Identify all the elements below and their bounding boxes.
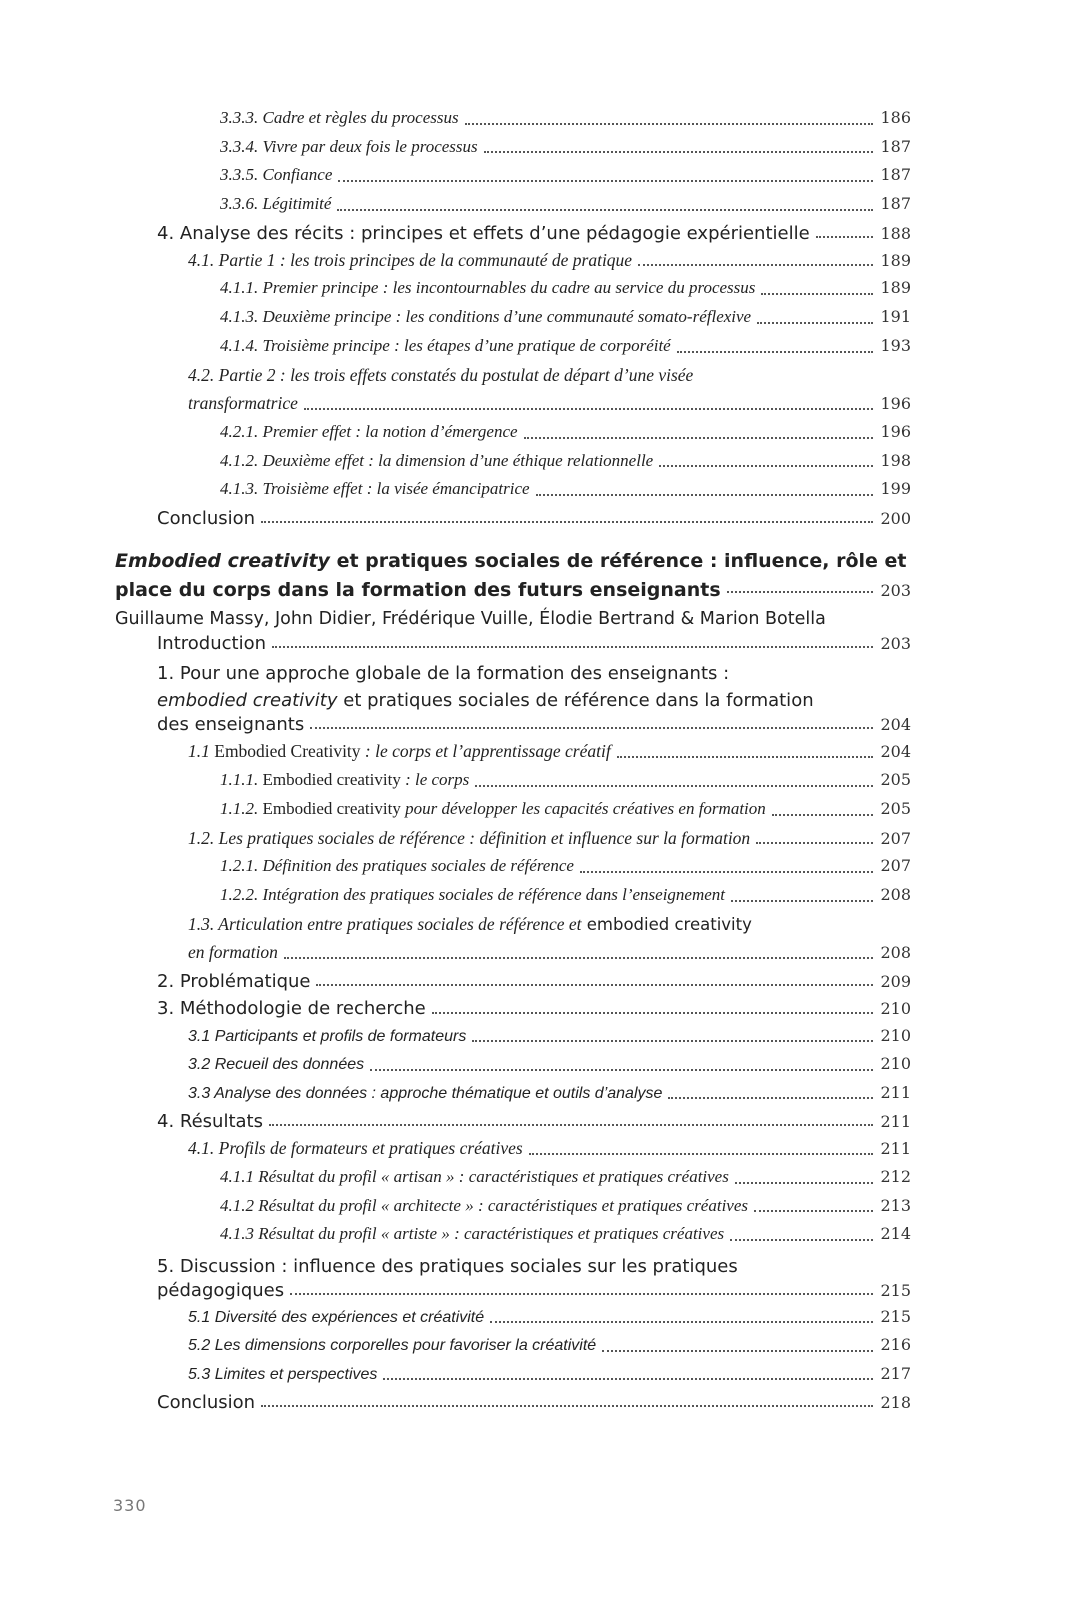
toc-entry-label-text: pédagogiques [157, 1280, 285, 1302]
toc-entry-label: 1. Pour une approche globale de la formation des enseignants : [157, 663, 730, 685]
dot-leader [284, 957, 873, 959]
dot-leader [337, 209, 873, 211]
toc-page-number: 209 [880, 971, 911, 991]
toc-page-number: 203 [880, 633, 911, 653]
chapter-title-line1 [115, 547, 911, 576]
toc-entry-label: 4.1.3. Troisième effet : la visée émancipatrice [220, 479, 530, 499]
chapter-title-italic: Embodied creativity [115, 549, 330, 572]
toc-entry-label: 4.2. Partie 2 : les trois effets constatés du postulat de départ d’une visée [188, 364, 694, 385]
section-number: 1.1.2. [220, 798, 259, 818]
toc-entry-label-text: et pratiques sociales de référence dans la formation [337, 690, 814, 712]
dot-leader [290, 1293, 873, 1295]
toc-entry[interactable] [115, 1224, 911, 1253]
dot-leader [580, 871, 873, 873]
toc-entry[interactable] [115, 1196, 911, 1225]
toc-entry-label: Conclusion [157, 507, 256, 529]
toc-page-number: 203 [880, 580, 911, 600]
toc-entry-label: transformatrice [188, 393, 298, 414]
toc-entry-label: Introduction [157, 632, 267, 654]
toc-page-number: 187 [880, 194, 911, 214]
toc-entry-label-line2 [157, 687, 911, 714]
toc-page-number: 196 [880, 394, 911, 414]
toc-entry[interactable] [115, 479, 911, 508]
dot-leader [756, 842, 873, 844]
toc-page-number: 215 [880, 1307, 911, 1327]
toc-entry-label-line2 [157, 1280, 911, 1307]
dot-leader [536, 494, 873, 496]
toc-entry[interactable] [115, 108, 911, 137]
toc-entry-label: 5.2 Les dimensions corporelles pour favoriser la créativité [188, 1337, 597, 1355]
toc-subsection-line1[interactable] [115, 365, 911, 394]
toc-subsection[interactable] [115, 1335, 911, 1363]
section-number: 1.1.1. [220, 770, 259, 790]
dot-leader [269, 1124, 873, 1126]
toc-entry-label: 5. Discussion : influence des pratiques sociales sur les pratiques [157, 1256, 738, 1278]
toc-entry[interactable] [115, 885, 911, 914]
dot-leader [816, 236, 873, 238]
toc-section[interactable] [115, 1111, 911, 1139]
toc-page-number: 198 [880, 450, 911, 470]
dot-leader [432, 1012, 873, 1014]
dot-leader [761, 293, 873, 295]
italic-text: 1.3. Articulation entre pratiques sociales de référence et [188, 913, 582, 934]
dot-leader [272, 646, 873, 648]
toc-entry-label: 3.3.5. Confiance [220, 165, 333, 185]
toc-entry[interactable] [115, 194, 911, 223]
toc-section[interactable] [115, 998, 911, 1026]
toc-entry-label: 4.1.1. Premier principe : les incontournables du cadre au service du processus [220, 278, 756, 298]
toc-page-number: 188 [880, 223, 911, 243]
toc-entry-label [220, 770, 469, 790]
dot-leader [465, 123, 873, 125]
toc-subsection[interactable] [115, 1083, 911, 1111]
dot-leader [617, 756, 873, 758]
chapter-title-text: et pratiques sociales de référence : influence, rôle et [329, 549, 907, 572]
toc-page-number: 199 [880, 479, 911, 499]
dot-leader [735, 1182, 873, 1184]
roman-text: Embodied creativity [258, 770, 401, 790]
toc-entry[interactable] [115, 770, 911, 799]
toc-page-number: 212 [880, 1167, 911, 1187]
roman-text: Embodied creativity [258, 798, 401, 818]
dot-leader [383, 1378, 873, 1380]
toc-entry-label: 4.1.3 Résultat du profil « artiste » : caractéristiques et pratiques créatives [220, 1224, 725, 1244]
dot-leader [529, 1153, 873, 1155]
dot-leader [659, 465, 873, 467]
dot-leader [668, 1097, 873, 1099]
dot-leader [316, 984, 873, 986]
toc-page-number: 210 [880, 1054, 911, 1074]
toc-entry-label: 4. Résultats [157, 1110, 263, 1132]
dot-leader [524, 437, 873, 439]
toc-page-number: 217 [880, 1363, 911, 1383]
toc-entry-label [220, 799, 766, 819]
dot-leader [261, 1405, 873, 1407]
italic-text: pour développer les capacités créatives en formation [400, 798, 766, 818]
toc-entry-label: 3.3.6. Légitimité [220, 194, 332, 214]
toc-page-number: 211 [880, 1139, 911, 1159]
toc-entry-label: 4.1.1 Résultat du profil « artisan » : caractéristiques et pratiques créatives [220, 1167, 729, 1187]
toc-page-number: 211 [880, 1082, 911, 1102]
italic-text: : le corps [400, 770, 470, 790]
chapter-authors: Guillaume Massy, John Didier, Frédérique Vuille, Élodie Bertrand & Marion Botella [115, 608, 826, 629]
toc-entry[interactable] [115, 799, 911, 828]
toc-entry-label-text: des enseignants [157, 714, 305, 736]
toc-entry-label: 4.1.4. Troisième principe : les étapes d’une pratique de corporéité [220, 335, 671, 355]
toc-subsection[interactable] [115, 1364, 911, 1392]
toc-entry-label: 3.3.4. Vivre par deux fois le processus [220, 136, 478, 156]
toc-page-number: 211 [880, 1111, 911, 1131]
toc-entry-label: 4.1. Partie 1 : les trois principes de la communauté de pratique [188, 249, 633, 270]
toc-page-number: 218 [880, 1392, 911, 1412]
dot-leader [475, 785, 873, 787]
dot-leader [484, 151, 873, 153]
toc-entry-label: 4.1.2. Deuxième effet : la dimension d’une éthique relationnelle [220, 450, 654, 470]
toc-page-number: 200 [880, 508, 911, 528]
toc-entry-label: 2. Problématique [157, 970, 311, 992]
table-of-contents [115, 108, 911, 1419]
toc-entry-label: 1.2.2. Intégration des pratiques sociales de référence dans l’enseignement [220, 884, 726, 904]
toc-entry-label: 3.3.3. Cadre et règles du processus [220, 108, 459, 127]
toc-section[interactable] [115, 1253, 911, 1307]
dot-leader [472, 1040, 873, 1042]
toc-entry[interactable] [115, 856, 911, 885]
dot-leader [638, 264, 873, 266]
toc-subsection[interactable] [115, 1026, 911, 1054]
toc-entry[interactable] [115, 307, 911, 336]
toc-page-number: 189 [880, 278, 911, 298]
roman-text: embodied creativity [581, 914, 752, 934]
toc-entry-label: 1.2. Les pratiques sociales de référence : définition et influence sur la formation [188, 827, 751, 848]
dot-leader [772, 814, 873, 816]
toc-entry-label: 5.3 Limites et perspectives [188, 1365, 378, 1383]
toc-entry-label: Conclusion [157, 1391, 256, 1413]
dot-leader [370, 1069, 873, 1071]
toc-page-number: 207 [880, 828, 911, 848]
toc-entry-label [188, 914, 752, 934]
toc-section[interactable] [115, 971, 911, 999]
toc-subsection[interactable] [115, 1138, 911, 1167]
dot-leader [757, 322, 873, 324]
toc-page-number: 215 [880, 1281, 911, 1301]
toc-page-number: 214 [880, 1224, 911, 1244]
embodied-creativity-italic: embodied creativity [157, 690, 338, 712]
page-folio-number: 330 [113, 1496, 147, 1515]
toc-entry-label: 5.1 Diversité des expériences et créativité [188, 1309, 485, 1327]
toc-page-number: 191 [880, 307, 911, 327]
chapter-title-line2 [115, 576, 911, 605]
dot-leader [490, 1321, 873, 1323]
dot-leader [304, 408, 873, 410]
toc-page-number: 207 [880, 856, 911, 876]
dot-leader [677, 351, 873, 353]
toc-entry-label: 4.1. Profils de formateurs et pratiques créatives [188, 1138, 523, 1159]
toc-introduction[interactable] [115, 633, 911, 661]
toc-page-number: 193 [880, 335, 911, 355]
toc-entry-label: 3.1 Participants et profils de formateurs [188, 1027, 467, 1045]
toc-page-number: 210 [880, 999, 911, 1019]
toc-subsection[interactable] [115, 741, 911, 770]
dot-leader [727, 591, 873, 593]
toc-page-number: 204 [880, 742, 911, 762]
toc-subsection-line1[interactable] [115, 914, 911, 943]
toc-entry[interactable] [115, 137, 911, 166]
toc-page-number: 204 [880, 715, 911, 735]
toc-page-number: 216 [880, 1335, 911, 1355]
toc-page-number: 210 [880, 1025, 911, 1045]
toc-entry[interactable] [115, 451, 911, 480]
toc-page-number: 187 [880, 165, 911, 185]
dot-leader [338, 180, 873, 182]
toc-entry[interactable] [115, 165, 911, 194]
toc-entry-label: 4.1.3. Deuxième principe : les conditions d’une communauté somato-réflexive [220, 307, 752, 327]
toc-page-number: 189 [880, 250, 911, 270]
toc-subsection[interactable] [115, 250, 911, 279]
toc-entry-label [188, 741, 611, 762]
toc-section[interactable] [115, 223, 911, 250]
dot-leader [602, 1350, 873, 1352]
toc-subsection[interactable] [115, 942, 911, 971]
dot-leader [754, 1210, 873, 1212]
toc-page-number: 208 [880, 884, 911, 904]
toc-page-number: 213 [880, 1195, 911, 1215]
toc-entry-label: 3. Méthodologie de recherche [157, 998, 426, 1020]
toc-entry-label-line3 [157, 714, 911, 741]
toc-entry[interactable] [115, 422, 911, 451]
toc-page-number: 196 [880, 421, 911, 441]
toc-entry-label: 1.2.1. Définition des pratiques sociales de référence [220, 856, 574, 876]
italic-text: : le corps et l’apprentissage créatif [360, 741, 611, 762]
toc-entry[interactable] [115, 1167, 911, 1196]
toc-entry-label: en formation [188, 942, 278, 963]
toc-entry-label: 4.2.1. Premier effet : la notion d’émergence [220, 421, 518, 441]
section-number: 1.1 [188, 741, 210, 762]
toc-entry-label: 3.2 Recueil des données [188, 1056, 365, 1074]
chapter-title-text: place du corps dans la formation des futurs enseignants [115, 578, 721, 601]
dot-leader [730, 1239, 873, 1241]
toc-page-number: 187 [880, 136, 911, 156]
toc-page-number: 205 [880, 798, 911, 818]
toc-subsection[interactable] [115, 393, 911, 422]
toc-conclusion[interactable] [115, 1392, 911, 1420]
dot-leader [731, 900, 873, 902]
toc-entry-label: 4. Analyse des récits : principes et effets d’une pédagogie expérientielle [157, 222, 810, 244]
chapter-title[interactable] [115, 547, 911, 605]
toc-subsection[interactable] [115, 1307, 911, 1335]
toc-entry[interactable] [115, 336, 911, 365]
toc-entry-label: 4.1.2 Résultat du profil « architecte » : caractéristiques et pratiques créatives [220, 1195, 749, 1215]
toc-entry-label: 3.3 Analyse des données : approche thématique et outils d’analyse [188, 1084, 663, 1102]
toc-section[interactable] [115, 660, 911, 741]
dot-leader [261, 521, 873, 523]
toc-subsection[interactable] [115, 828, 911, 857]
toc-subsection[interactable] [115, 1054, 911, 1082]
toc-page-number: 205 [880, 770, 911, 790]
dot-leader [310, 727, 873, 729]
toc-page-number: 186 [880, 108, 911, 127]
toc-conclusion[interactable] [115, 508, 911, 535]
toc-entry[interactable] [115, 278, 911, 307]
roman-text: Embodied Creativity [209, 741, 361, 762]
toc-page-number: 208 [880, 943, 911, 963]
